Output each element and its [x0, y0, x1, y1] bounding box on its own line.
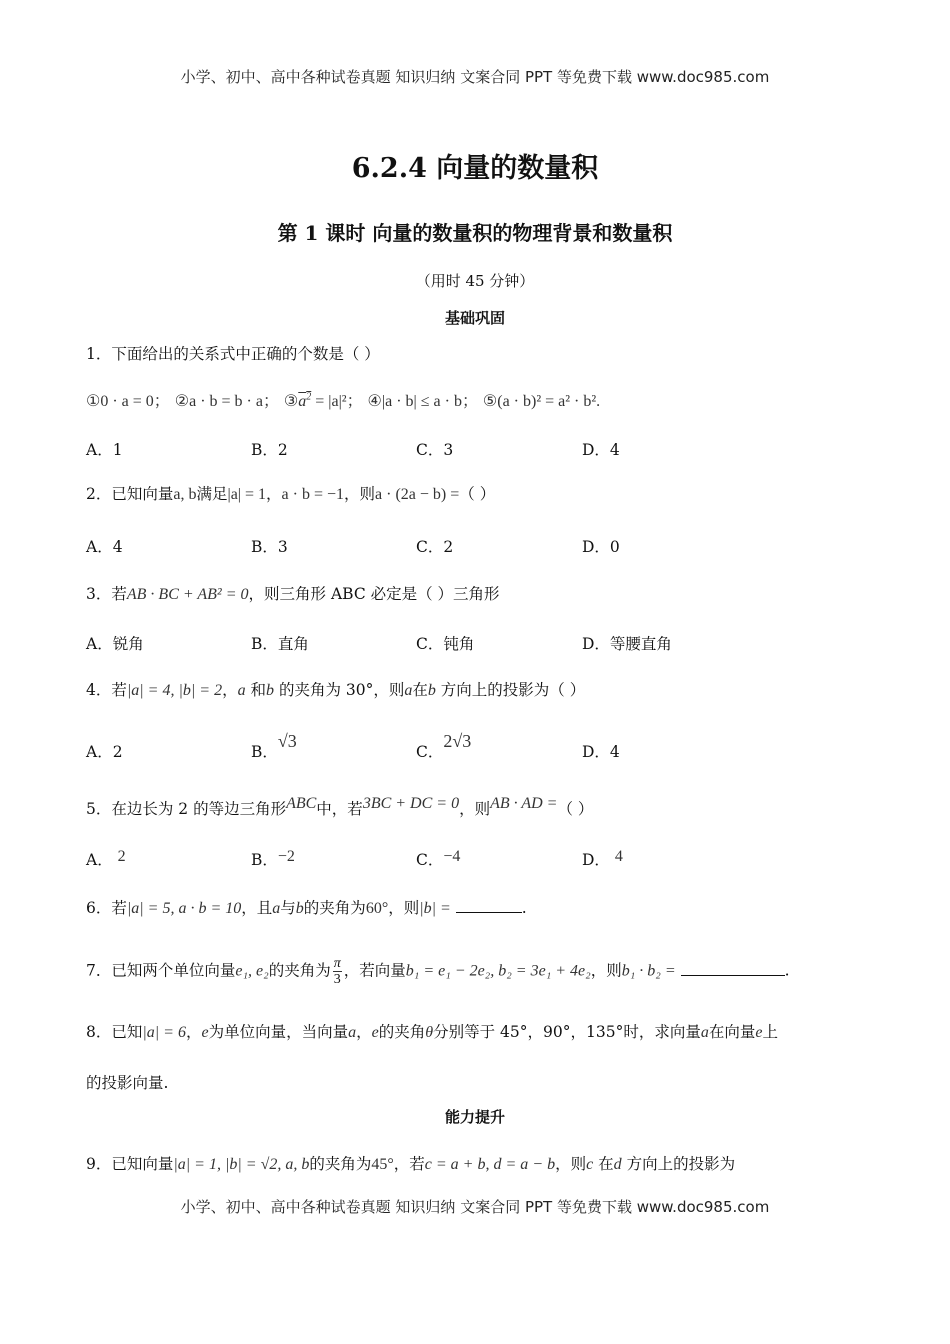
q4-option-b-label: B． — [251, 743, 278, 761]
q5-pre: 5．在边长为 2 的等边三角形 — [86, 800, 287, 818]
q5-option-c[interactable] — [416, 848, 460, 870]
q5-t1: 中，若 — [316, 800, 363, 818]
q8-t1: ， — [185, 1023, 202, 1041]
page-footer: 小学、初中、高中各种试卷真题 知识归纳 文案合同 PPT 等免费下载 www.doc985.com — [180, 1198, 770, 1216]
q1-option-d[interactable]: D．4 — [582, 441, 620, 459]
q2-cond1: |a| = 1 — [227, 486, 267, 503]
q6-ask: |b| = — [419, 900, 451, 917]
q1-item-1: ①0 · a = 0； — [86, 393, 170, 410]
q5-t2: ，则 — [459, 800, 491, 818]
q8-theta: θ — [425, 1024, 434, 1041]
q7-frac-den: 3 — [333, 972, 341, 987]
section-advanced: 能力提升 — [444, 1108, 505, 1126]
q5-option-a[interactable] — [86, 848, 126, 870]
q2-cond2: a · b = −1 — [281, 486, 345, 503]
time-note: （用时 45 分钟） — [415, 272, 535, 290]
page-header: 小学、初中、高中各种试卷真题 知识归纳 文案合同 PPT 等免费下载 www.doc985.com — [180, 68, 770, 86]
q3-expr: AB · BC + AB² = 0 — [126, 586, 249, 603]
q4-option-c[interactable] — [416, 731, 472, 762]
q2-option-a[interactable]: A．4 — [86, 538, 123, 556]
q1-option-a[interactable]: A．1 — [86, 441, 123, 459]
q2-option-d[interactable]: D．0 — [582, 538, 620, 556]
q7-t1: 的夹角为 — [268, 961, 331, 980]
q4-option-c-value: 2√3 — [443, 731, 472, 751]
question-4 — [86, 678, 585, 700]
q7-t3: ，则 — [590, 961, 622, 980]
q6-t3: 的夹角为 — [303, 899, 366, 917]
question-6 — [86, 896, 527, 918]
q9-t1: 的夹角为 — [309, 1155, 372, 1173]
question-3 — [86, 582, 500, 604]
q3-pre: 3．若 — [86, 585, 127, 603]
q7-t2: ，若向量 — [343, 961, 406, 980]
question-1-items — [86, 388, 600, 411]
q2-option-b[interactable]: B．3 — [251, 538, 288, 556]
q9-cond: |a| = 1, |b| = √2, a, b — [173, 1156, 310, 1173]
q6-angle: 60° — [365, 900, 389, 917]
q3-option-a[interactable]: A．锐角 — [86, 635, 144, 653]
question-5 — [86, 797, 593, 819]
q6-end: . — [521, 899, 527, 917]
q8-e3: e — [755, 1024, 763, 1041]
q5-option-b-value: −2 — [277, 848, 295, 865]
q1-item-4: ④|a · b| ≤ a · b； — [367, 393, 478, 410]
q7-end: . — [784, 961, 790, 980]
q6-answer-blank[interactable] — [456, 898, 522, 913]
q6-cond: |a| = 5, a · b = 10 — [126, 900, 242, 917]
q4-t4: 在 — [412, 681, 428, 699]
question-2 — [86, 482, 495, 504]
q8-cond: |a| = 6 — [142, 1024, 186, 1041]
q2-mid3: ，则 — [344, 485, 376, 503]
q2-mid1: 满足 — [196, 485, 228, 503]
q8-t7: 上 — [762, 1023, 778, 1041]
q2-expr: a · (2a − b) = — [375, 486, 460, 503]
q1-item-3-rhs: = |a|²； — [311, 393, 363, 410]
q4-b2: b — [427, 682, 436, 699]
q4-a: a — [237, 682, 246, 699]
q9-def: c = a + b, d = a − b — [424, 1156, 556, 1173]
q1-item-5: ⑤(a · b)² = a² · b². — [482, 393, 601, 410]
q7-def: b₁ = e₁ − 2e₂, b₂ = 3e₁ + 4e₂ — [405, 962, 591, 980]
q8-t2: 为单位向量，当向量 — [208, 1023, 349, 1041]
q6-pre: 6．若 — [86, 899, 127, 917]
q7-frac-num: π — [333, 956, 341, 971]
q4-b: b — [266, 682, 275, 699]
q5-option-d-label: D． — [582, 851, 610, 869]
q4-option-b[interactable] — [251, 731, 297, 762]
q5-expr: AB · AD = — [490, 795, 558, 812]
q4-option-b-value: √3 — [277, 731, 297, 751]
q4-cond: |a| = 4, |b| = 2 — [126, 682, 223, 699]
question-7 — [86, 956, 790, 987]
q8-t5: 分别等于 45°，90°，135°时，求向量 — [433, 1023, 701, 1041]
lesson-subtitle: 第 1 课时 向量的数量积的物理背景和数量积 — [277, 221, 673, 245]
q8-t4: 的夹角 — [378, 1023, 426, 1041]
q9-angle: 45° — [371, 1156, 394, 1173]
q3-post: ，则三角形 ABC 必定是（ ）三角形 — [248, 585, 500, 603]
q9-pre: 9．已知向量 — [86, 1155, 174, 1173]
question-8-line-2: 的投影向量. — [86, 1074, 169, 1092]
q5-cond: 3BC + DC = 0 — [362, 795, 460, 812]
question-8 — [86, 1020, 778, 1042]
q5-abc: ABC — [286, 795, 317, 812]
q2-vectors: a, b — [173, 486, 197, 503]
q1-option-c[interactable]: C．3 — [416, 441, 454, 459]
q2-mid2: ， — [266, 485, 282, 503]
q2-option-c[interactable]: C．2 — [416, 538, 454, 556]
q4-t1: ， — [222, 681, 238, 699]
q4-option-a[interactable]: A．2 — [86, 743, 123, 761]
q8-a2: a — [700, 1024, 709, 1041]
q5-option-b[interactable] — [251, 848, 295, 870]
q3-option-c[interactable]: C．钝角 — [416, 635, 475, 653]
q1-item-3-lhs: $a^2$ — [298, 391, 312, 410]
q7-answer-blank[interactable] — [681, 965, 785, 976]
q3-option-d[interactable]: D．等腰直角 — [582, 635, 672, 653]
q9-c: c — [586, 1156, 594, 1173]
q1-item-3: ③ — [283, 393, 299, 410]
q4-option-c-label: C． — [416, 743, 444, 761]
q5-option-a-label: A． — [86, 851, 113, 869]
question-1: 1．下面给出的关系式中正确的个数是（ ） — [86, 345, 380, 363]
q5-option-a-value: 2 — [117, 848, 126, 865]
q7-angle-fraction — [333, 956, 342, 987]
section-basic: 基础巩固 — [444, 309, 505, 327]
q4-t3: 的夹角为 30°，则 — [274, 681, 405, 699]
q9-t3: ，则 — [555, 1155, 587, 1173]
q5-option-c-value: −4 — [443, 848, 461, 865]
question-9 — [86, 1152, 735, 1174]
q6-b: b — [295, 900, 304, 917]
q5-option-b-label: B． — [251, 851, 278, 869]
q4-a2: a — [404, 682, 413, 699]
q3-option-b[interactable]: B．直角 — [251, 635, 309, 653]
q5-option-c-label: C． — [416, 851, 444, 869]
q6-t2: 与 — [280, 899, 296, 917]
q1-option-b[interactable]: B．2 — [251, 441, 288, 459]
q8-e: e — [201, 1024, 209, 1041]
q5-end: （ ） — [557, 800, 594, 818]
q7-vecs: e₁, e₂ — [235, 962, 269, 980]
q8-t3: ， — [356, 1023, 372, 1041]
q2-pre: 2．已知向量 — [86, 485, 174, 503]
q4-pre: 4．若 — [86, 681, 127, 699]
q6-t1: ，且 — [241, 899, 273, 917]
q7-pre: 7．已知两个单位向量 — [86, 961, 236, 980]
q5-option-d[interactable] — [582, 848, 623, 870]
q6-a: a — [272, 900, 281, 917]
q4-option-d[interactable]: D．4 — [582, 743, 620, 761]
q7-ask: b₁ · b₂ = — [621, 962, 676, 980]
q2-end: （ ） — [459, 485, 496, 503]
q8-pre: 8．已知 — [86, 1023, 143, 1041]
q9-t5: 方向上的投影为 — [621, 1155, 736, 1173]
q5-option-d-value: 4 — [614, 848, 623, 865]
q8-a: a — [348, 1024, 357, 1041]
q9-t4: 在 — [593, 1155, 614, 1173]
page-title: 6.2.4 向量的数量积 — [351, 153, 599, 184]
q9-t2: ，若 — [393, 1155, 425, 1173]
q6-t4: ，则 — [388, 899, 420, 917]
q4-t5: 方向上的投影为（ ） — [435, 681, 586, 699]
q8-e2: e — [371, 1024, 379, 1041]
q4-t2: 和 — [245, 681, 267, 699]
q9-d: d — [613, 1156, 622, 1173]
q8-t6: 在向量 — [708, 1023, 756, 1041]
q1-item-2: ②a · b = b · a； — [174, 393, 279, 410]
